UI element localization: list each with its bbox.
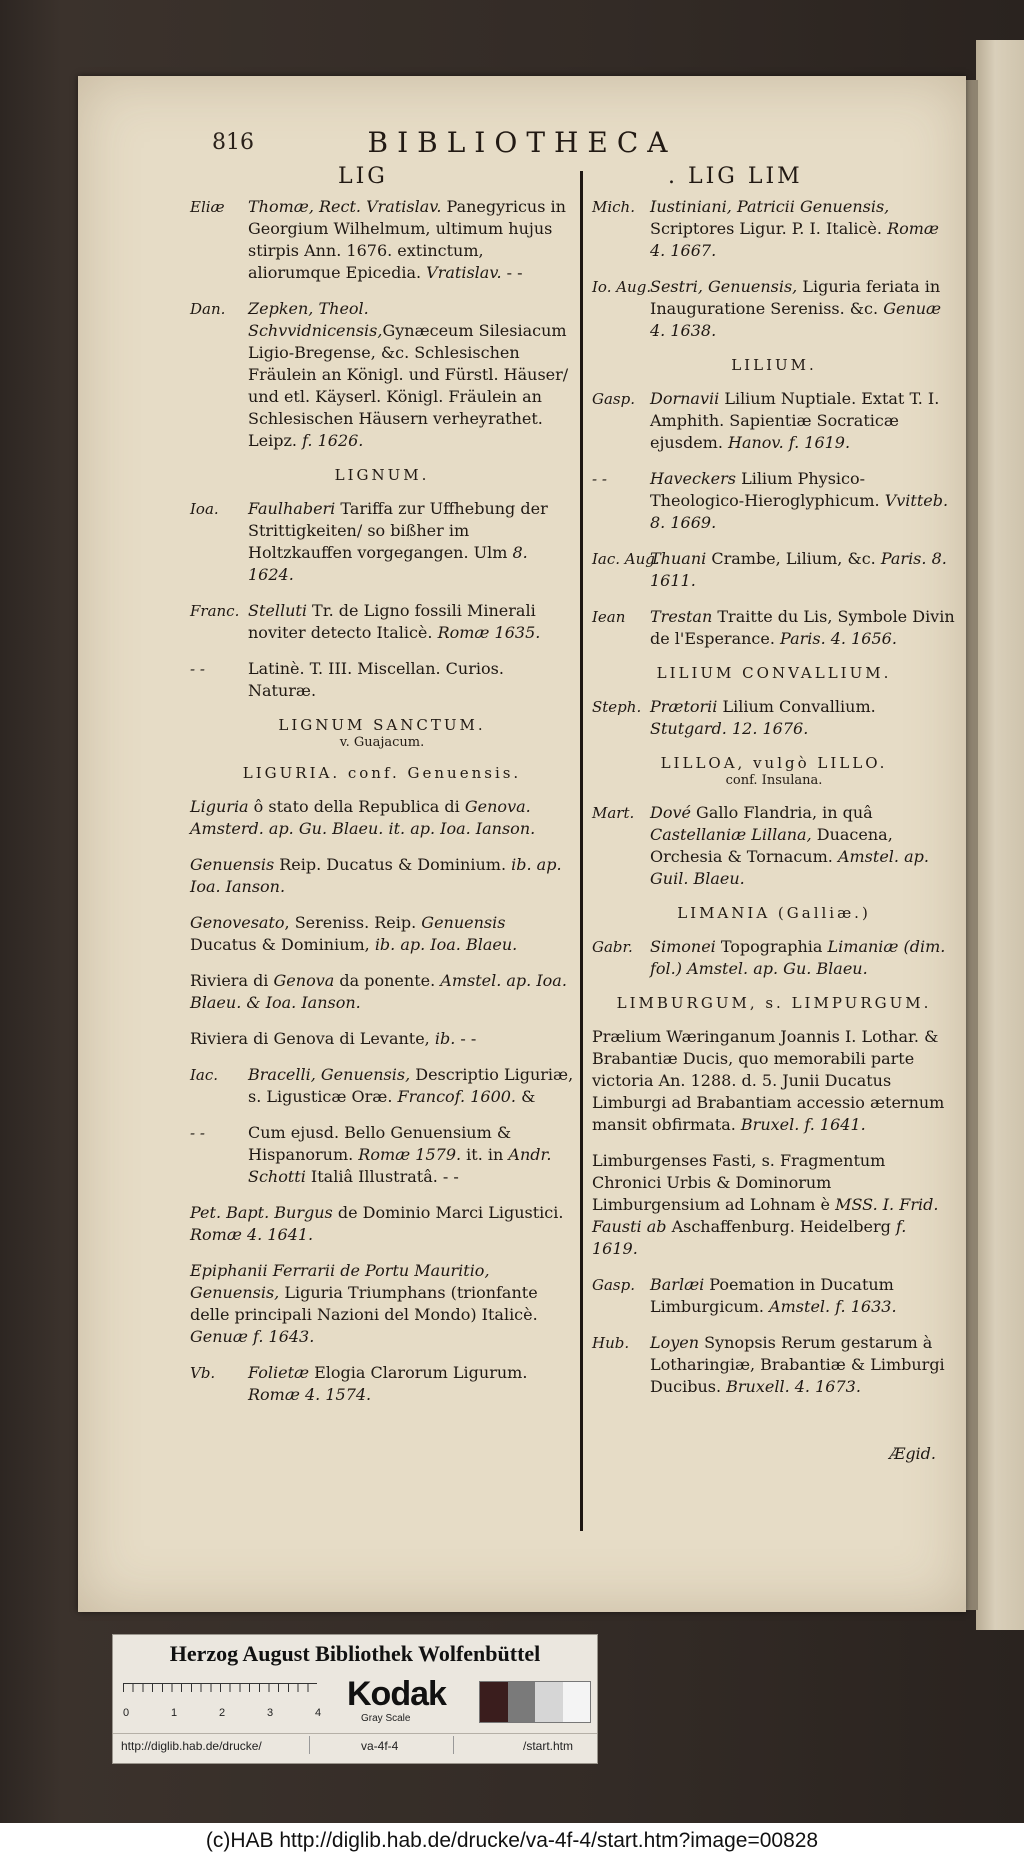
- bibliography-entry: [190, 600, 574, 644]
- bibliography-entry: [190, 196, 574, 284]
- roman-text: ô stato della Republica di: [248, 797, 465, 816]
- italic-text: 8. 1624.: [248, 543, 528, 584]
- ruler-number: 3: [267, 1707, 274, 1719]
- column-divider: [580, 171, 583, 1531]
- entry-author-label: Franc.: [190, 602, 240, 620]
- roman-text: Duacena, Orchesia & Tornacum.: [650, 825, 893, 866]
- italic-text: Iustiniani, Patricii Genuensis,: [650, 197, 890, 216]
- roman-text: Latinè. T. III. Miscellan. Curios. Naturæ.: [248, 659, 504, 700]
- facing-page-edge: [976, 40, 1024, 1630]
- ruler-number: 2: [219, 1707, 226, 1719]
- entry-author-label: - -: [190, 1124, 205, 1142]
- column-heading-right: . LIG LIM: [668, 164, 803, 189]
- roman-text: &: [516, 1087, 536, 1106]
- entry-author-label: - -: [190, 660, 205, 678]
- section-heading: [592, 994, 956, 1012]
- roman-text: Liguria Triumphans (trionfante delle principali Nazioni del Mondo) Italicè.: [190, 1283, 538, 1324]
- roman-text: Poemation in Ducatum Limburgicum.: [650, 1275, 894, 1316]
- entry-author-label: - -: [592, 470, 607, 488]
- section-heading: [592, 664, 956, 682]
- ruler-scale: [123, 1683, 317, 1706]
- italic-text: Sestri, Genuensis,: [650, 277, 798, 296]
- entry-author-label: Io. Aug.: [592, 278, 652, 296]
- bibliography-entry: [190, 912, 574, 956]
- entry-text: [650, 1332, 956, 1398]
- url-separator: [453, 1736, 454, 1754]
- gray-swatch: [535, 1682, 563, 1722]
- bibliography-entry: [190, 1260, 574, 1348]
- bibliography-entry: [592, 1150, 956, 1260]
- italic-text: Andr. Schotti: [248, 1145, 552, 1186]
- bibliography-entry: [592, 696, 956, 740]
- italic-text: Romæ 1635.: [437, 623, 541, 642]
- entry-author-label: Gabr.: [592, 938, 633, 956]
- italic-text: Loyen: [650, 1333, 700, 1352]
- roman-text: Gallo Flandria, in quâ: [690, 803, 873, 822]
- bibliography-entry: [190, 1362, 574, 1406]
- italic-text: Romæ 4. 1667.: [650, 219, 939, 260]
- bibliography-entry: [190, 796, 574, 840]
- italic-text: Bracelli, Genuensis,: [248, 1065, 411, 1084]
- entry-text: [650, 548, 956, 592]
- roman-text: Reip. Ducatus & Dominium.: [274, 855, 512, 874]
- entry-author-label: Ioa.: [190, 500, 219, 518]
- italic-text: Prætorii: [650, 697, 718, 716]
- italic-text: Epiphanii Ferrarii de Portu Mauritio, Genuensis,: [190, 1261, 490, 1302]
- entry-text: [650, 936, 956, 980]
- entry-text: [248, 658, 574, 702]
- roman-text: Riviera di: [190, 971, 274, 990]
- card-url-base: http://diglib.hab.de/drucke/: [121, 1739, 262, 1753]
- entry-text: [248, 600, 574, 644]
- italic-text: f. 1626.: [302, 431, 364, 450]
- roman-text: - -: [501, 263, 523, 282]
- italic-text: Amstel. f. 1633.: [769, 1297, 897, 1316]
- left-column: [190, 196, 574, 1420]
- entry-text: [650, 276, 956, 342]
- entry-author-label: Iac. Aug.: [592, 550, 660, 568]
- italic-text: MSS. I. Frid. Fausti ab: [592, 1195, 939, 1236]
- entry-author-label: Steph.: [592, 698, 642, 716]
- roman-text: Elogia Clarorum Ligurum.: [309, 1363, 528, 1382]
- bibliography-entry: [592, 1332, 956, 1398]
- gray-swatch: [480, 1682, 508, 1722]
- italic-text: Francof. 1600.: [397, 1087, 517, 1106]
- bibliography-entry: [190, 1064, 574, 1108]
- page-gutter-shadow: [966, 80, 978, 1610]
- section-title: LILLOA, vulgò LILLO.: [660, 754, 888, 772]
- italic-text: Romæ 1579.: [358, 1145, 462, 1164]
- roman-text: de Dominio Marci Ligustici.: [332, 1203, 564, 1222]
- bibliography-entry: [190, 498, 574, 586]
- entry-author-label: Hub.: [592, 1334, 630, 1352]
- page-header: [78, 126, 966, 166]
- italic-text: Dové: [650, 803, 691, 822]
- bibliography-entry: [190, 970, 574, 1014]
- section-title: LILIUM.: [731, 356, 817, 374]
- gray-swatch: [563, 1682, 591, 1722]
- roman-text: Scriptores Ligur. P. I. Italicè.: [650, 219, 888, 238]
- entry-text: [248, 1122, 574, 1188]
- section-subtitle: conf. Insulana.: [725, 773, 823, 788]
- section-heading: [592, 904, 956, 922]
- italic-text: Romæ 4. 1641.: [190, 1225, 314, 1244]
- italic-text: Genuensis: [190, 855, 275, 874]
- roman-text: Riviera di Genova di Levante,: [190, 1029, 435, 1048]
- roman-text: Limburgenses Fasti, s. Fragmentum Chronici Urbis & Dominorum Limburgensium ad Lohnam è: [592, 1151, 886, 1214]
- book-page: [78, 76, 966, 1612]
- bibliography-entry: [592, 802, 956, 890]
- entry-author-label: Vb.: [190, 1364, 216, 1382]
- roman-text: Lilium Convallium.: [717, 697, 876, 716]
- catchword: Ægid.: [889, 1444, 936, 1463]
- kodak-logo: Kodak: [347, 1675, 446, 1713]
- italic-text: ib.: [434, 1029, 456, 1048]
- italic-text: Amstel. ap. Guil. Blaeu.: [650, 847, 929, 888]
- bibliography-entry: [592, 606, 956, 650]
- card-url-shelfmark: va-4f-4: [361, 1739, 399, 1753]
- roman-text: - -: [455, 1029, 477, 1048]
- roman-text: Liguria feriata in Inauguratione Sereniss. &c.: [650, 277, 941, 318]
- italic-text: Romæ 4. 1574.: [248, 1385, 372, 1404]
- italic-text: Dornavii: [650, 389, 720, 408]
- bibliography-entry: [190, 1202, 574, 1246]
- roman-text: Tariffa zur Uffhebung der Strittigkeiten/ so bißher im Holtzkauffen vorgegangen. Ulm: [248, 499, 548, 562]
- roman-text: da ponente.: [334, 971, 441, 990]
- copyright-footer: [0, 1823, 1024, 1863]
- italic-text: Amstel. ap. Ioa. Blaeu. & Ioa. Ianson.: [190, 971, 567, 1012]
- italic-text: ib. ap. Ioa. Blaeu.: [374, 935, 518, 954]
- entry-author-label: Iac.: [190, 1066, 219, 1084]
- ruler-number: 1: [171, 1707, 178, 1719]
- roman-text: Descriptio Liguriæ, s. Ligusticæ Oræ.: [248, 1065, 574, 1106]
- italic-text: Folietæ: [248, 1363, 310, 1382]
- entry-text: [248, 298, 574, 452]
- italic-text: Limaniæ (dim. fol.) Amstel. ap. Gu. Blaeu.: [650, 937, 946, 978]
- bibliography-entry: [190, 1028, 574, 1050]
- italic-text: Zepken, Theol. Schvvidnicensis,: [248, 299, 383, 340]
- italic-text: Genova. Amsterd. ap. Gu. Blaeu. it. ap. Ioa. Ianson.: [190, 797, 536, 838]
- section-title: LIGURIA. conf. Genuensis.: [242, 764, 522, 782]
- entry-text: [190, 1202, 574, 1246]
- italic-text: Stelluti: [248, 601, 307, 620]
- entry-author-label: Eliæ: [190, 198, 225, 216]
- bibliography-entry: [190, 298, 574, 452]
- italic-text: Genuæ 4. 1638.: [650, 299, 942, 340]
- entry-author-label: Mart.: [592, 804, 635, 822]
- italic-text: Castellaniæ Lillana,: [650, 825, 812, 844]
- section-title: LIGNUM SANCTUM.: [278, 716, 486, 734]
- roman-text: Topographia: [715, 937, 828, 956]
- bibliography-entry: [592, 468, 956, 534]
- italic-text: Haveckers: [650, 469, 736, 488]
- roman-text: Italiâ Illustratâ. - -: [305, 1167, 459, 1186]
- roman-text: Synopsis Rerum gestarum à Lotharingiæ, Brabantiæ & Limburgi Ducibus.: [650, 1333, 945, 1396]
- italic-text: Bruxell. 4. 1673.: [726, 1377, 861, 1396]
- entry-text: [248, 498, 574, 586]
- bibliography-entry: [190, 658, 574, 702]
- gray-scale-label: Gray Scale: [361, 1713, 411, 1724]
- page-number: 816: [212, 130, 254, 155]
- entry-text: [650, 696, 956, 740]
- running-title: BIBLIOTHECA: [367, 126, 677, 159]
- entry-text: [248, 1064, 574, 1108]
- section-heading: [592, 356, 956, 374]
- italic-text: Genova: [273, 971, 335, 990]
- roman-text: Tr. de Ligno fossili Minerali noviter detecto Italicè.: [248, 601, 536, 642]
- section-heading: [190, 764, 574, 782]
- roman-text: , Sereniss. Reip.: [284, 913, 422, 932]
- italic-text: Bruxel. f. 1641.: [740, 1115, 866, 1134]
- italic-text: Simonei: [650, 937, 716, 956]
- section-heading: [592, 754, 956, 788]
- italic-text: Paris. 4. 1656.: [780, 629, 897, 648]
- section-heading: [190, 466, 574, 484]
- italic-text: Barlæi: [650, 1275, 705, 1294]
- roman-text: Traitte du Lis, Symbole Divin de l'Esperance.: [650, 607, 955, 648]
- entry-text: [650, 802, 956, 890]
- entry-text: [592, 1150, 956, 1260]
- entry-text: [650, 388, 956, 454]
- bibliography-entry: [592, 196, 956, 262]
- entry-text: [650, 1274, 956, 1318]
- italic-text: Thomæ, Rect. Vratislav.: [248, 197, 442, 216]
- entry-text: [650, 468, 956, 534]
- entry-text: [190, 796, 574, 840]
- scale-row: [123, 1677, 587, 1725]
- gray-scale-swatches: [479, 1681, 591, 1723]
- entry-text: [190, 970, 574, 1014]
- entry-text: [592, 1026, 956, 1136]
- italic-text: Genuensis: [421, 913, 506, 932]
- section-heading: [190, 716, 574, 750]
- section-title: LIGNUM.: [334, 466, 430, 484]
- italic-text: Hanov. f. 1619.: [728, 433, 851, 452]
- roman-text: Ducatus & Dominium,: [190, 935, 375, 954]
- ruler-number: 0: [123, 1707, 130, 1719]
- bibliography-entry: [592, 388, 956, 454]
- entry-author-label: Gasp.: [592, 1276, 635, 1294]
- entry-text: [190, 854, 574, 898]
- bibliography-entry: [190, 1122, 574, 1188]
- italic-text: Trestan: [650, 607, 713, 626]
- entry-text: [650, 196, 956, 262]
- italic-text: Paris. 8. 1611.: [650, 549, 947, 590]
- url-separator: [309, 1736, 310, 1754]
- entry-text: [190, 1028, 574, 1050]
- italic-text: f. 1619.: [592, 1217, 907, 1258]
- entry-text: [650, 606, 956, 650]
- roman-text: Gynæceum Silesiacum Ligio-Bregense, &c. Schlesischen Fräulein an Königl. und Fürstl. Häuser/ und etl. Käyserl. Königl. Fräulein an Schlesischen Häusern verheyrathet. Leipz.: [248, 321, 569, 450]
- section-title: LILIUM CONVALLIUM.: [656, 664, 892, 682]
- section-title: LIMBURGUM, s. LIMPURGUM.: [616, 994, 932, 1012]
- italic-text: Stutgard. 12. 1676.: [650, 719, 809, 738]
- ruler-number: 4: [315, 1707, 322, 1719]
- right-column: [592, 196, 956, 1412]
- entry-author-label: Gasp.: [592, 390, 635, 408]
- gray-swatch: [508, 1682, 536, 1722]
- color-target-card: [112, 1634, 598, 1764]
- card-url-row: [113, 1733, 597, 1758]
- bibliography-entry: [592, 1274, 956, 1318]
- bibliography-entry: [592, 936, 956, 980]
- copyright-text: (c)HAB http://diglib.hab.de/drucke/va-4f-4/start.htm?image=00828: [205, 1829, 819, 1852]
- entry-author-label: Iean: [592, 608, 626, 626]
- entry-text: [190, 912, 574, 956]
- italic-text: Faulhaberi: [248, 499, 336, 518]
- entry-author-label: Mich.: [592, 198, 635, 216]
- roman-text: Lilium Nuptiale. Extat T. I. Amphith. Sapientiæ Socraticæ ejusdem.: [650, 389, 940, 452]
- roman-text: Lilium Physico-Theologico-Hieroglyphicum.: [650, 469, 885, 510]
- roman-text: Aschaffenburg. Heidelberg: [666, 1217, 896, 1236]
- entry-text: [190, 1260, 574, 1348]
- italic-text: Vratislav.: [426, 263, 502, 282]
- roman-text: Panegyricus in Georgium Wilhelmum, ultimum hujus stirpis Ann. 1676. extinctum, aliorumque Epicedia.: [248, 197, 566, 282]
- italic-text: Genuæ f. 1643.: [190, 1327, 315, 1346]
- card-url-suffix: /start.htm: [523, 1739, 574, 1753]
- section-title: LIMANIA (Galliæ.): [677, 904, 871, 922]
- entry-text: [248, 1362, 574, 1406]
- roman-text: Crambe, Lilium, &c.: [706, 549, 881, 568]
- roman-text: Prælium Wæringanum Joannis I. Lothar. & Brabantiæ Ducis, quo memorabili parte victoria An. 1288. d. 5. Junii Ducatus Limburgi ad Brabantiam accessio æternum mansit obfirmata.: [592, 1027, 945, 1134]
- italic-text: Thuani: [650, 549, 707, 568]
- column-headings: [78, 164, 966, 192]
- entry-text: [248, 196, 574, 284]
- italic-text: ib. ap. Ioa. Ianson.: [190, 855, 562, 896]
- bibliography-entry: [592, 276, 956, 342]
- bibliography-entry: [190, 854, 574, 898]
- italic-text: Genovesato: [190, 913, 285, 932]
- library-name: Herzog August Bibliothek Wolfenbüttel: [169, 1641, 541, 1666]
- italic-text: Pet. Bapt. Burgus: [190, 1203, 333, 1222]
- entry-author-label: Dan.: [190, 300, 226, 318]
- section-subtitle: v. Guajacum.: [339, 735, 425, 750]
- italic-text: Vvitteb. 8. 1669.: [650, 491, 949, 532]
- italic-text: Liguria: [190, 797, 249, 816]
- bibliography-entry: [592, 1026, 956, 1136]
- roman-text: it. in: [461, 1145, 509, 1164]
- column-heading-left: LIG: [338, 164, 388, 189]
- roman-text: Cum ejusd. Bello Genuensium & Hispanorum.: [248, 1123, 512, 1164]
- bibliography-entry: [592, 548, 956, 592]
